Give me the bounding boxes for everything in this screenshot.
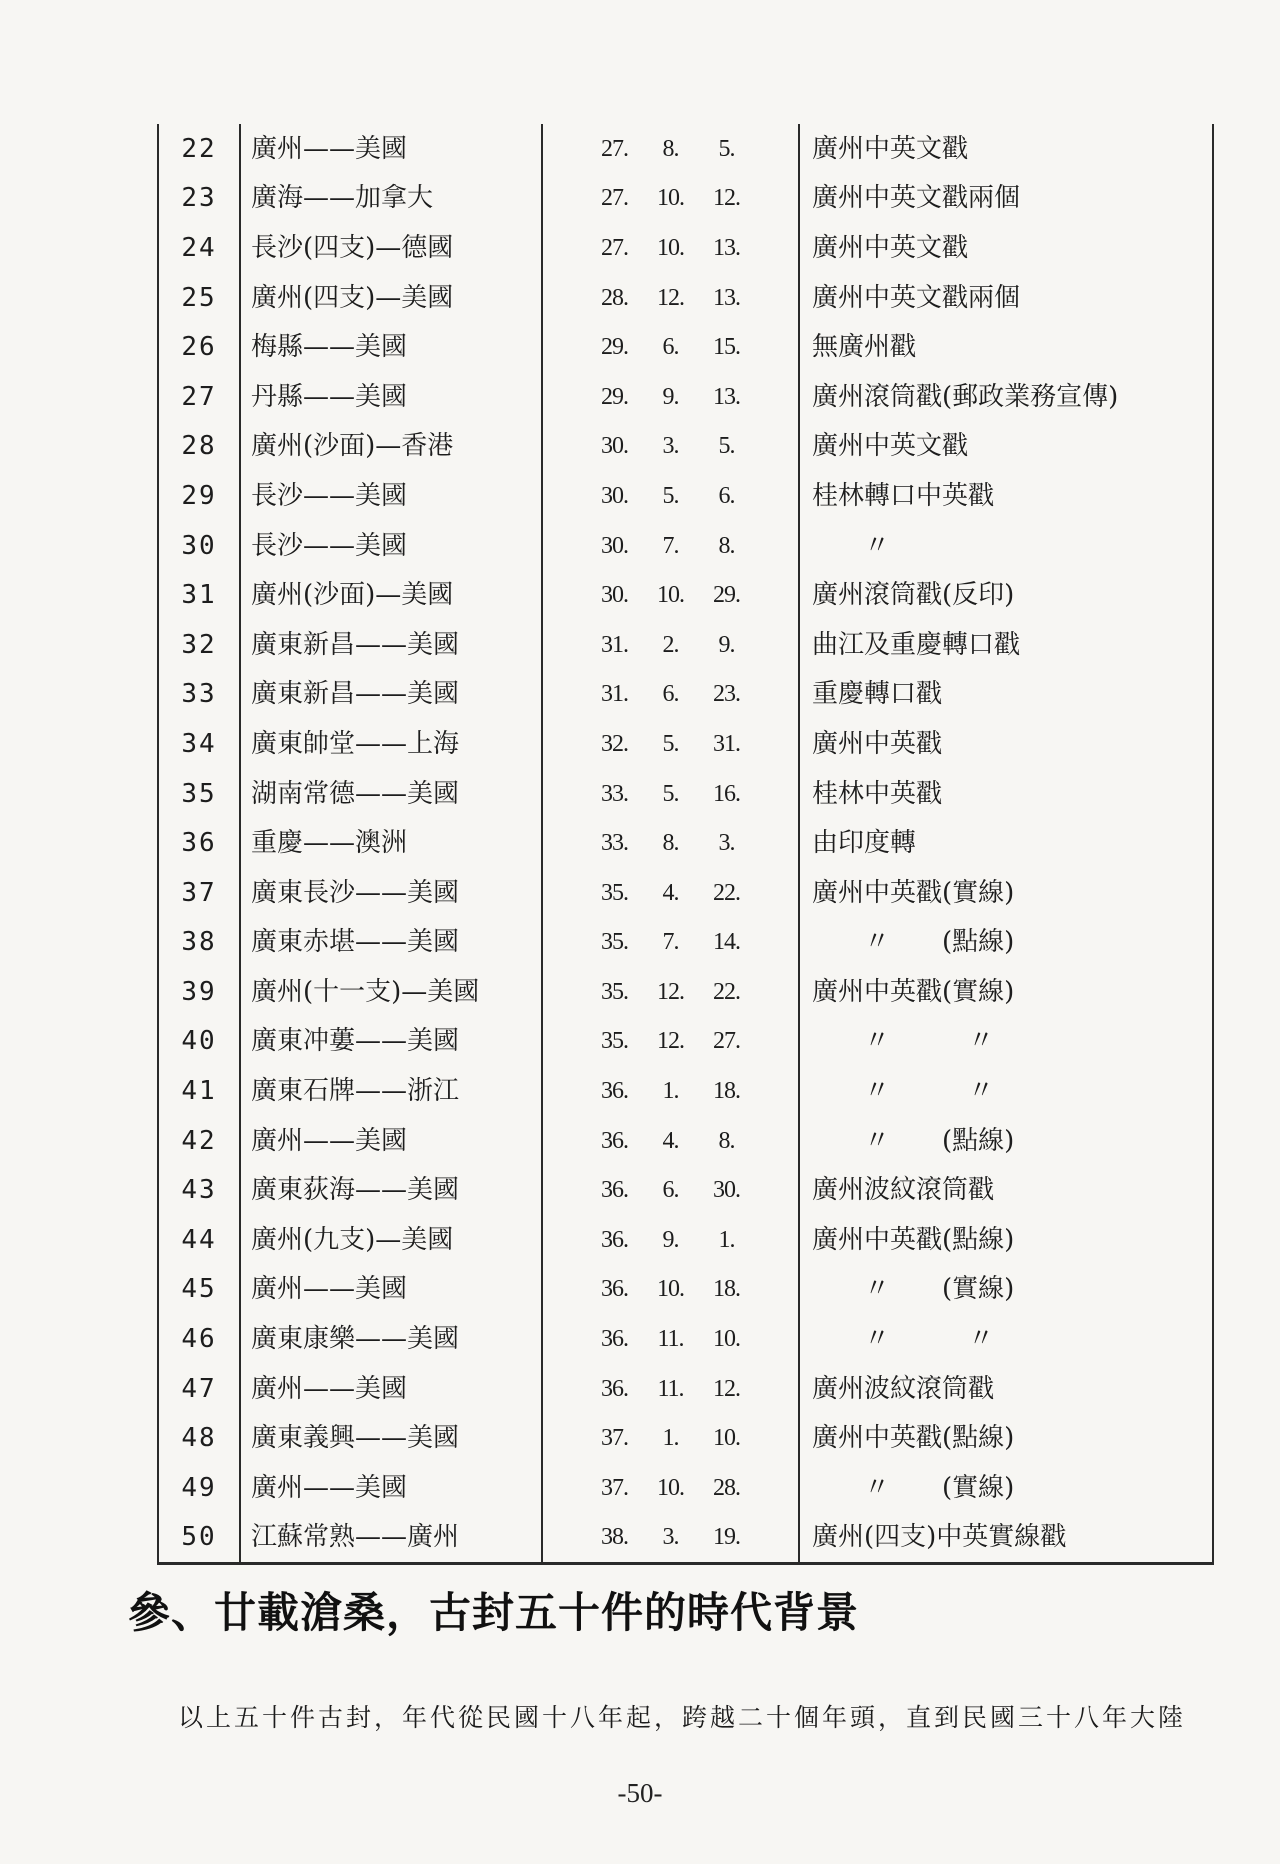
date-year: 31.	[601, 681, 628, 708]
date-month: 11.	[657, 1326, 684, 1353]
date-cell	[542, 818, 799, 868]
date-month: 12.	[657, 284, 684, 311]
date-cell	[542, 1066, 799, 1116]
date-values	[543, 1178, 798, 1202]
date-values	[543, 186, 798, 210]
date-month: 4.	[662, 879, 679, 906]
route-cell: 廣州(十一支)—美國	[240, 967, 542, 1017]
date-values	[543, 286, 798, 310]
date-cell	[542, 124, 799, 174]
postmark-note-cell: 廣州中英戳(實線)	[799, 868, 1213, 918]
date-values	[543, 1228, 798, 1252]
date-month: 12.	[657, 978, 684, 1005]
table-row	[158, 1314, 1213, 1364]
table-row	[158, 1463, 1213, 1513]
route-cell: 廣東新昌——美國	[240, 670, 542, 720]
date-year: 29.	[601, 383, 628, 410]
postmark-note-cell: 廣州波紋滾筒戳	[799, 1364, 1213, 1414]
date-day: 1.	[718, 1226, 735, 1253]
table-row	[158, 1165, 1213, 1215]
route-cell: 梅縣——美國	[240, 322, 542, 372]
route-cell: 廣東新昌——美國	[240, 620, 542, 670]
postmark-note-cell: 廣州中英文戳兩個	[799, 273, 1213, 323]
date-cell	[542, 670, 799, 720]
postmark-note-cell: 廣州中英戳	[799, 719, 1213, 769]
date-day: 9.	[718, 631, 735, 658]
table-row	[158, 521, 1213, 571]
row-number: 38	[158, 918, 240, 968]
postmark-note-cell: 廣州滾筒戳(郵政業務宣傳)	[799, 372, 1213, 422]
row-number: 34	[158, 719, 240, 769]
date-day: 12.	[713, 1375, 740, 1402]
row-number: 45	[158, 1265, 240, 1315]
postmark-note-cell: 桂林中英戳	[799, 769, 1213, 819]
postmark-note-cell: 〃 (實線)	[799, 1463, 1213, 1513]
row-number: 32	[158, 620, 240, 670]
date-day: 10.	[713, 1326, 740, 1353]
route-cell: 廣東石牌——浙江	[240, 1066, 542, 1116]
row-number: 42	[158, 1116, 240, 1166]
route-cell: 廣東康樂——美國	[240, 1314, 542, 1364]
date-cell	[542, 471, 799, 521]
table-row	[158, 1066, 1213, 1116]
date-year: 30.	[601, 532, 628, 559]
date-values	[543, 633, 798, 657]
date-year: 36.	[601, 1177, 628, 1204]
date-month: 3.	[662, 1524, 679, 1551]
table-row	[158, 1116, 1213, 1166]
date-values	[543, 1129, 798, 1153]
date-year: 33.	[601, 830, 628, 857]
route-cell: 廣東荻海——美國	[240, 1165, 542, 1215]
date-values	[543, 385, 798, 409]
row-number: 44	[158, 1215, 240, 1265]
cover-list-table	[157, 124, 1182, 1564]
route-cell: 廣東冲蔞——美國	[240, 1017, 542, 1067]
row-number: 24	[158, 223, 240, 273]
date-day: 31.	[713, 730, 740, 757]
date-month: 10.	[657, 582, 684, 609]
date-values	[543, 980, 798, 1004]
route-cell: 廣州——美國	[240, 1364, 542, 1414]
date-day: 14.	[713, 929, 740, 956]
date-values	[543, 484, 798, 508]
date-cell	[542, 719, 799, 769]
postmark-note-cell: 廣州中英戳(點線)	[799, 1413, 1213, 1463]
postmark-note-cell: 廣州中英文戳	[799, 223, 1213, 273]
date-cell	[542, 372, 799, 422]
postmark-note-cell: 廣州中英文戳	[799, 422, 1213, 472]
postmark-note-cell: 重慶轉口戳	[799, 670, 1213, 720]
table-row	[158, 372, 1213, 422]
route-cell: 廣州(九支)—美國	[240, 1215, 542, 1265]
table-row	[158, 471, 1213, 521]
date-day: 3.	[718, 830, 735, 857]
date-values	[543, 1525, 798, 1549]
body-paragraph: 以上五十件古封，年代從民國十八年起，跨越二十個年頭，直到民國三十八年大陸	[178, 1703, 1187, 1732]
row-number: 37	[158, 868, 240, 918]
date-values	[543, 534, 798, 558]
table-row	[158, 967, 1213, 1017]
table-row	[158, 322, 1213, 372]
route-cell: 廣東帥堂——上海	[240, 719, 542, 769]
date-cell	[542, 1314, 799, 1364]
date-month: 3.	[662, 433, 679, 460]
date-cell	[542, 422, 799, 472]
table-row	[158, 422, 1213, 472]
date-month: 5.	[662, 482, 679, 509]
row-number: 49	[158, 1463, 240, 1513]
date-year: 37.	[601, 1425, 628, 1452]
date-day: 19.	[713, 1524, 740, 1551]
date-year: 35.	[601, 929, 628, 956]
row-number: 48	[158, 1413, 240, 1463]
date-cell	[542, 1265, 799, 1315]
date-month: 7.	[662, 929, 679, 956]
date-month: 9.	[662, 1226, 679, 1253]
route-cell: 廣東義興——美國	[240, 1413, 542, 1463]
date-day: 22.	[713, 879, 740, 906]
date-values	[543, 1426, 798, 1450]
date-cell	[542, 918, 799, 968]
table-row	[158, 1413, 1213, 1463]
route-cell: 長沙(四支)—德國	[240, 223, 542, 273]
date-day: 16.	[713, 780, 740, 807]
date-values	[543, 137, 798, 161]
row-number: 40	[158, 1017, 240, 1067]
route-cell: 廣州(沙面)—美國	[240, 570, 542, 620]
date-day: 18.	[713, 1276, 740, 1303]
date-day: 27.	[713, 1028, 740, 1055]
row-number: 29	[158, 471, 240, 521]
route-cell: 廣海——加拿大	[240, 174, 542, 224]
date-month: 9.	[662, 383, 679, 410]
date-month: 10.	[657, 1474, 684, 1501]
route-cell: 丹縣——美國	[240, 372, 542, 422]
postmark-note-cell: 〃 (點線)	[799, 1116, 1213, 1166]
date-day: 12.	[713, 185, 740, 212]
date-values	[543, 1377, 798, 1401]
date-cell	[542, 1116, 799, 1166]
date-values	[543, 1079, 798, 1103]
postmark-note-cell: 曲江及重慶轉口戳	[799, 620, 1213, 670]
date-values	[543, 732, 798, 756]
table-row	[158, 620, 1213, 670]
date-month: 1.	[662, 1078, 679, 1105]
row-number: 28	[158, 422, 240, 472]
date-cell	[542, 1165, 799, 1215]
date-year: 27.	[601, 135, 628, 162]
date-month: 6.	[662, 1177, 679, 1204]
row-number: 27	[158, 372, 240, 422]
postmark-note-cell: 〃 〃	[799, 1066, 1213, 1116]
row-number: 35	[158, 769, 240, 819]
page-number: -50-	[617, 1778, 663, 1808]
date-year: 30.	[601, 433, 628, 460]
row-number: 41	[158, 1066, 240, 1116]
date-year: 35.	[601, 879, 628, 906]
table-row	[158, 818, 1213, 868]
route-cell: 廣州——美國	[240, 1116, 542, 1166]
postmark-note-cell: 〃 〃	[799, 1017, 1213, 1067]
date-values	[543, 782, 798, 806]
date-month: 10.	[657, 234, 684, 261]
date-day: 15.	[713, 334, 740, 361]
postmark-note-cell: 廣州中英文戳兩個	[799, 174, 1213, 224]
date-month: 8.	[662, 830, 679, 857]
date-values	[543, 881, 798, 905]
date-year: 36.	[601, 1226, 628, 1253]
date-cell	[542, 1215, 799, 1265]
table-row	[158, 670, 1213, 720]
date-cell	[542, 570, 799, 620]
table-row	[158, 1265, 1213, 1315]
date-cell	[542, 273, 799, 323]
date-year: 27.	[601, 234, 628, 261]
table-body	[158, 124, 1213, 1564]
postmark-note-cell: 〃 (實線)	[799, 1265, 1213, 1315]
date-day: 13.	[713, 234, 740, 261]
date-year: 32.	[601, 730, 628, 757]
date-year: 36.	[601, 1375, 628, 1402]
date-day: 28.	[713, 1474, 740, 1501]
table-row	[158, 719, 1213, 769]
row-number: 47	[158, 1364, 240, 1414]
route-cell: 廣東赤堪——美國	[240, 918, 542, 968]
table-row	[158, 174, 1213, 224]
date-cell	[542, 769, 799, 819]
date-month: 2.	[662, 631, 679, 658]
postmark-note-cell: 〃 (點線)	[799, 918, 1213, 968]
date-day: 18.	[713, 1078, 740, 1105]
date-cell	[542, 868, 799, 918]
postmark-note-cell: 廣州中英文戳	[799, 124, 1213, 174]
date-day: 5.	[718, 433, 735, 460]
route-cell: 重慶——澳洲	[240, 818, 542, 868]
date-year: 31.	[601, 631, 628, 658]
date-year: 35.	[601, 978, 628, 1005]
table-row	[158, 1364, 1213, 1414]
date-day: 6.	[718, 482, 735, 509]
row-number: 43	[158, 1165, 240, 1215]
table-row	[158, 868, 1213, 918]
row-number: 36	[158, 818, 240, 868]
route-cell: 廣東長沙——美國	[240, 868, 542, 918]
date-day: 30.	[713, 1177, 740, 1204]
date-day: 8.	[718, 1127, 735, 1154]
date-values	[543, 831, 798, 855]
date-cell	[542, 967, 799, 1017]
route-cell: 湖南常德——美國	[240, 769, 542, 819]
date-values	[543, 236, 798, 260]
date-month: 6.	[662, 334, 679, 361]
table-row	[158, 1017, 1213, 1067]
date-cell	[542, 174, 799, 224]
date-cell	[542, 620, 799, 670]
table-row	[158, 124, 1213, 174]
table-row	[158, 223, 1213, 273]
row-number: 30	[158, 521, 240, 571]
date-month: 8.	[662, 135, 679, 162]
date-cell	[542, 1413, 799, 1463]
postmark-note-cell: 由印度轉	[799, 818, 1213, 868]
postmark-note-cell: 廣州中英戳(實線)	[799, 967, 1213, 1017]
date-year: 36.	[601, 1078, 628, 1105]
date-values	[543, 1327, 798, 1351]
date-year: 36.	[601, 1276, 628, 1303]
date-values	[543, 583, 798, 607]
date-month: 6.	[662, 681, 679, 708]
date-year: 35.	[601, 1028, 628, 1055]
route-cell: 廣州(四支)—美國	[240, 273, 542, 323]
table-row	[158, 1215, 1213, 1265]
route-cell: 長沙——美國	[240, 471, 542, 521]
date-cell	[542, 322, 799, 372]
date-day: 10.	[713, 1425, 740, 1452]
date-year: 36.	[601, 1326, 628, 1353]
table-row	[158, 918, 1213, 968]
date-day: 22.	[713, 978, 740, 1005]
table-row	[158, 273, 1213, 323]
date-day: 13.	[713, 284, 740, 311]
postmark-note-cell: 〃	[799, 521, 1213, 571]
row-number: 50	[158, 1513, 240, 1564]
row-number: 39	[158, 967, 240, 1017]
date-month: 5.	[662, 730, 679, 757]
date-month: 10.	[657, 185, 684, 212]
row-number: 22	[158, 124, 240, 174]
date-cell	[542, 1017, 799, 1067]
postmark-note-cell: 〃 〃	[799, 1314, 1213, 1364]
postmark-note-cell: 廣州波紋滾筒戳	[799, 1165, 1213, 1215]
date-year: 33.	[601, 780, 628, 807]
date-day: 23.	[713, 681, 740, 708]
route-cell: 廣州——美國	[240, 1463, 542, 1513]
date-values	[543, 1277, 798, 1301]
row-number: 46	[158, 1314, 240, 1364]
date-year: 36.	[601, 1127, 628, 1154]
route-cell: 廣州——美國	[240, 124, 542, 174]
date-year: 37.	[601, 1474, 628, 1501]
postmark-note-cell: 無廣州戳	[799, 322, 1213, 372]
date-year: 30.	[601, 582, 628, 609]
date-month: 5.	[662, 780, 679, 807]
table-row	[158, 1513, 1213, 1564]
date-day: 13.	[713, 383, 740, 410]
date-cell	[542, 1513, 799, 1564]
date-year: 28.	[601, 284, 628, 311]
date-day: 29.	[713, 582, 740, 609]
row-number: 31	[158, 570, 240, 620]
table-row	[158, 769, 1213, 819]
date-values	[543, 434, 798, 458]
date-day: 8.	[718, 532, 735, 559]
date-values	[543, 1476, 798, 1500]
postmark-note-cell: 桂林轉口中英戳	[799, 471, 1213, 521]
date-values	[543, 1029, 798, 1053]
date-month: 4.	[662, 1127, 679, 1154]
date-month: 10.	[657, 1276, 684, 1303]
row-number: 33	[158, 670, 240, 720]
date-values	[543, 335, 798, 359]
route-cell: 廣州(沙面)—香港	[240, 422, 542, 472]
date-year: 27.	[601, 185, 628, 212]
date-month: 12.	[657, 1028, 684, 1055]
route-cell: 長沙——美國	[240, 521, 542, 571]
date-cell	[542, 521, 799, 571]
route-cell: 江蘇常熟——廣州	[240, 1513, 542, 1564]
date-values	[543, 930, 798, 954]
row-number: 25	[158, 273, 240, 323]
date-month: 11.	[657, 1375, 684, 1402]
postmark-note-cell: 廣州滾筒戳(反印)	[799, 570, 1213, 620]
section-title: 參、廿載滄桑，古封五十件的時代背景	[128, 1588, 860, 1637]
date-cell	[542, 223, 799, 273]
date-cell	[542, 1364, 799, 1414]
date-cell	[542, 1463, 799, 1513]
date-year: 30.	[601, 482, 628, 509]
postmark-note-cell: 廣州中英戳(點線)	[799, 1215, 1213, 1265]
table-row	[158, 570, 1213, 620]
date-month: 1.	[662, 1425, 679, 1452]
date-year: 38.	[601, 1524, 628, 1551]
date-year: 29.	[601, 334, 628, 361]
date-values	[543, 682, 798, 706]
date-month: 7.	[662, 532, 679, 559]
route-cell: 廣州——美國	[240, 1265, 542, 1315]
row-number: 23	[158, 174, 240, 224]
row-number: 26	[158, 322, 240, 372]
postmark-note-cell: 廣州(四支)中英實線戳	[799, 1513, 1213, 1564]
table	[157, 124, 1214, 1565]
date-day: 5.	[718, 135, 735, 162]
